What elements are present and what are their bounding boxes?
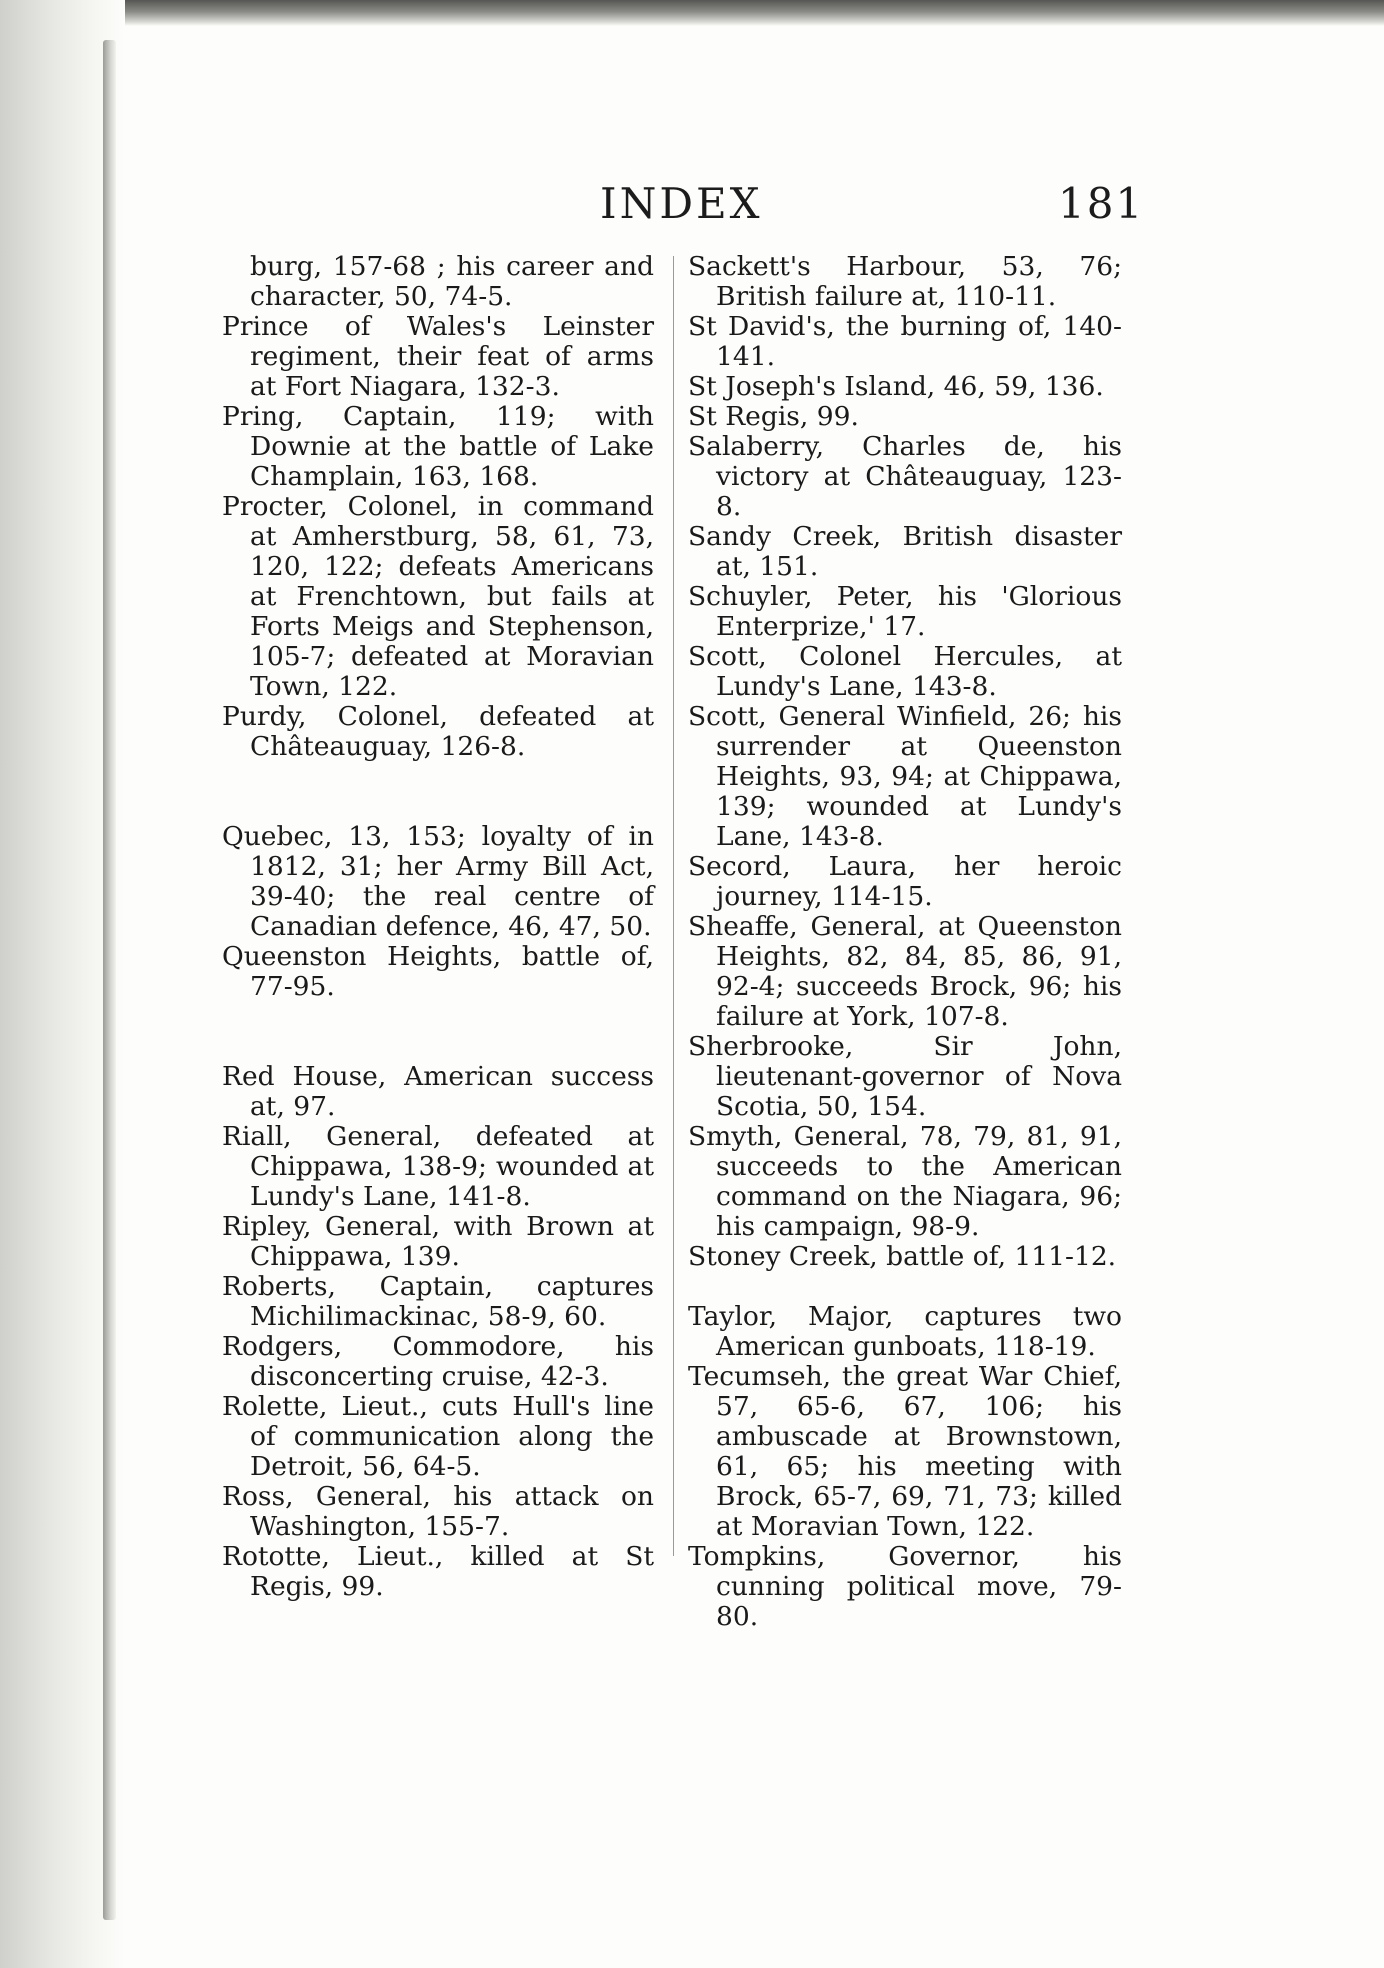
index-entry: Prince of Wales's Leinster regiment, their feat of arms at Fort Niagara, 132-3.: [222, 311, 654, 402]
index-entry: burg, 157-68 ; his career and character, 50, 74-5.: [250, 251, 654, 312]
index-entry: Riall, General, defeated at Chippawa, 138-9; wounded at Lundy's Lane, 141-8.: [222, 1121, 654, 1212]
index-entry: Scott, Colonel Hercules, at Lundy's Lane, 143-8.: [688, 641, 1122, 702]
index-entry: Pring, Captain, 119; with Downie at the battle of Lake Champlain, 163, 168.: [222, 401, 654, 492]
index-column-right: [688, 252, 1122, 1632]
index-entry: Tompkins, Governor, his cunning political move, 79-80.: [688, 1541, 1122, 1632]
index-entry: Roberts, Captain, captures Michilimackinac, 58-9, 60.: [222, 1271, 654, 1332]
index-entry: Tecumseh, the great War Chief, 57, 65-6, 67, 106; his ambuscade at Brownstown, 61, 65; his meeting with Brock, 65-7, 69, 71, 73; killed at Moravian Town, 122.: [688, 1361, 1122, 1542]
page-top-shadow: [0, 0, 1384, 26]
index-column-left: [222, 252, 654, 1602]
column-divider: [673, 256, 674, 1556]
index-entry: Red House, American success at, 97.: [222, 1061, 654, 1122]
index-entry: Scott, General Winfield, 26; his surrender at Queenston Heights, 93, 94; at Chippawa, 139; wounded at Lundy's Lane, 143-8.: [688, 701, 1122, 852]
index-entry: Rolette, Lieut., cuts Hull's line of communication along the Detroit, 56, 64-5.: [222, 1391, 654, 1482]
index-entry: St Joseph's Island, 46, 59, 136.: [688, 371, 1104, 402]
index-entry: Schuyler, Peter, his 'Glorious Enterprize,' 17.: [688, 581, 1122, 642]
index-entry: Ross, General, his attack on Washington, 155-7.: [222, 1481, 654, 1542]
page-number: 181: [1058, 179, 1145, 228]
index-entry: St David's, the burning of, 140-141.: [688, 311, 1122, 372]
index-entry: Rodgers, Commodore, his disconcerting cruise, 42-3.: [222, 1331, 654, 1392]
index-entry: Ripley, General, with Brown at Chippawa, 139.: [222, 1211, 654, 1272]
index-entry: Sheaffe, General, at Queenston Heights, 82, 84, 85, 86, 91, 92-4; succeeds Brock, 96; his failure at York, 107-8.: [688, 911, 1122, 1032]
index-entry: Queenston Heights, battle of, 77-95.: [222, 941, 654, 1002]
index-entry: Rototte, Lieut., killed at St Regis, 99.: [222, 1541, 654, 1602]
index-entry: Sackett's Harbour, 53, 76; British failure at, 110-11.: [688, 251, 1122, 312]
index-entry: Purdy, Colonel, defeated at Châteauguay, 126-8.: [222, 701, 654, 762]
index-entry: St Regis, 99.: [688, 401, 859, 432]
index-entry: Quebec, 13, 153; loyalty of in 1812, 31; her Army Bill Act, 39-40; the real centre of Canadian defence, 46, 47, 50.: [222, 821, 654, 942]
index-entry: Taylor, Major, captures two American gunboats, 118-19.: [688, 1301, 1122, 1362]
index-entry: Sherbrooke, Sir John, lieutenant-governor of Nova Scotia, 50, 154.: [688, 1031, 1122, 1122]
running-head: INDEX: [600, 179, 763, 228]
index-entry: Procter, Colonel, in command at Amherstburg, 58, 61, 73, 120, 122; defeats Americans at Frenchtown, but fails at Forts Meigs and Stephenson, 105-7; defeated at Moravian Town, 122.: [222, 491, 654, 702]
index-entry: Sandy Creek, British disaster at, 151.: [688, 521, 1122, 582]
index-entry: Secord, Laura, her heroic journey, 114-15.: [688, 851, 1122, 912]
index-entry: Smyth, General, 78, 79, 81, 91, succeeds to the American command on the Niagara, 96; his campaign, 98-9.: [688, 1121, 1122, 1242]
book-spine-edge: [103, 40, 116, 1920]
index-entry: Stoney Creek, battle of, 111-12.: [688, 1241, 1117, 1272]
index-entry: Salaberry, Charles de, his victory at Châteauguay, 123-8.: [688, 431, 1122, 522]
